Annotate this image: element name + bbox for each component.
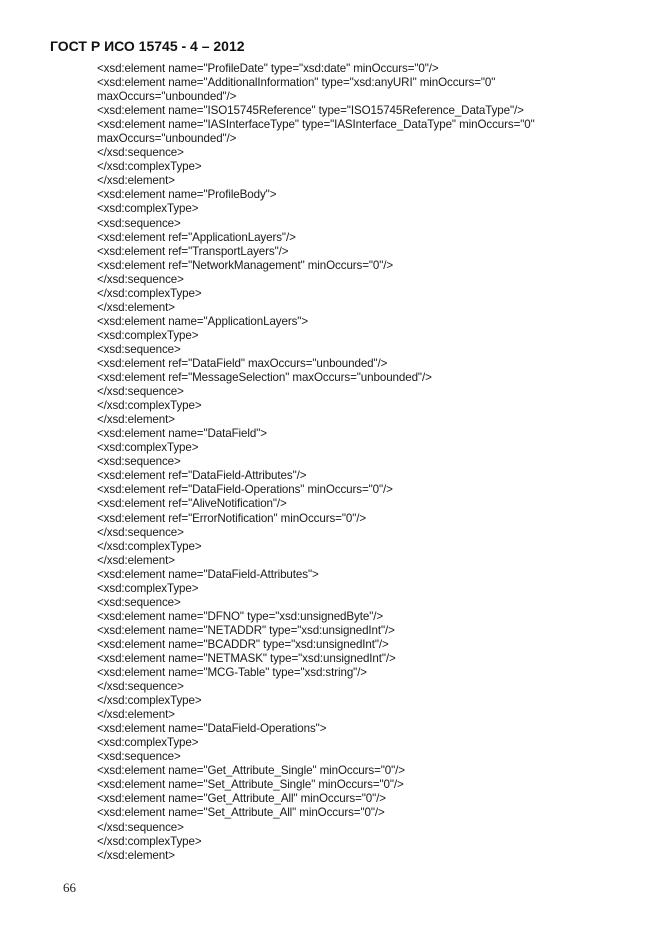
page-number: 66	[63, 880, 76, 895]
code-line: </xsd:sequence>	[97, 385, 184, 399]
code-line: <xsd:sequence>	[97, 342, 181, 356]
code-line: </xsd:complexType>	[97, 286, 202, 300]
code-line: maxOccurs="unbounded"/>	[97, 132, 237, 146]
code-line: <xsd:element ref="MessageSelection" maxOccurs="unbounded"/>	[97, 371, 432, 385]
code-line: <xsd:sequence>	[97, 216, 181, 230]
code-line: <xsd:element ref="DataField-Attributes"/>	[97, 469, 307, 483]
code-line: </xsd:element>	[97, 848, 175, 862]
code-line: <xsd:element ref="NetworkManagement" minOccurs="0"/>	[97, 258, 394, 272]
code-line: </xsd:element>	[97, 553, 175, 567]
code-line: </xsd:sequence>	[97, 525, 184, 539]
code-line: </xsd:sequence>	[97, 146, 184, 160]
code-line: <xsd:element name="ProfileDate" type="xsd:date" minOccurs="0"/>	[97, 62, 439, 75]
code-line: </xsd:element>	[97, 174, 175, 188]
code-line: <xsd:complexType>	[97, 581, 199, 595]
code-line: <xsd:element name="Set_Attribute_Single" minOccurs="0"/>	[97, 778, 404, 792]
code-line: <xsd:sequence>	[97, 595, 181, 609]
code-line: </xsd:complexType>	[97, 834, 202, 848]
xsd-code-listing	[97, 62, 535, 863]
code-line: <xsd:sequence>	[97, 750, 181, 764]
code-line: <xsd:element name="MCG-Table" type="xsd:string"/>	[97, 666, 367, 680]
code-line: <xsd:complexType>	[97, 328, 199, 342]
code-line: </xsd:complexType>	[97, 539, 202, 553]
code-line: <xsd:complexType>	[97, 736, 199, 750]
code-line: </xsd:sequence>	[97, 820, 184, 834]
code-line: </xsd:element>	[97, 300, 175, 314]
code-line: </xsd:sequence>	[97, 272, 184, 286]
code-line: <xsd:element name="Get_Attribute_Single" minOccurs="0"/>	[97, 764, 405, 778]
code-line: </xsd:complexType>	[97, 160, 202, 174]
code-line: <xsd:element name="NETADDR" type="xsd:unsignedInt"/>	[97, 623, 395, 637]
code-line: <xsd:element name="DataField">	[97, 427, 267, 441]
code-line: <xsd:element ref="AliveNotification"/>	[97, 497, 287, 511]
code-line: </xsd:sequence>	[97, 680, 184, 694]
code-line: <xsd:element name="NETMASK" type="xsd:unsignedInt"/>	[97, 651, 396, 665]
code-line: <xsd:element ref="TransportLayers"/>	[97, 244, 289, 258]
code-line: maxOccurs="unbounded"/>	[97, 90, 237, 104]
code-line: <xsd:element name="Get_Attribute_All" minOccurs="0"/>	[97, 792, 386, 806]
code-line: </xsd:complexType>	[97, 399, 202, 413]
code-line: <xsd:element ref="DataField" maxOccurs="unbounded"/>	[97, 356, 388, 370]
code-line: <xsd:element name="AdditionalInformation" type="xsd:anyURI" minOccurs="0"	[97, 76, 496, 90]
code-line: <xsd:element name="Set_Attribute_All" minOccurs="0"/>	[97, 806, 385, 820]
code-line: <xsd:element ref="ApplicationLayers"/>	[97, 230, 296, 244]
code-line: <xsd:sequence>	[97, 455, 181, 469]
code-line: <xsd:element name="ProfileBody">	[97, 188, 277, 202]
code-line: <xsd:element name="BCADDR" type="xsd:unsignedInt"/>	[97, 637, 389, 651]
code-line: <xsd:element name="DataField-Operations">	[97, 722, 327, 736]
code-line: </xsd:complexType>	[97, 694, 202, 708]
code-line: </xsd:element>	[97, 413, 175, 427]
code-line: <xsd:complexType>	[97, 441, 199, 455]
code-line: <xsd:element ref="DataField-Operations" minOccurs="0"/>	[97, 483, 393, 497]
code-line: <xsd:element name="IASInterfaceType" type="IASInterface_DataType" minOccurs="0"	[97, 118, 535, 132]
code-line: <xsd:element name="DataField-Attributes">	[97, 567, 319, 581]
code-line: <xsd:element ref="ErrorNotification" minOccurs="0"/>	[97, 511, 367, 525]
code-line: </xsd:element>	[97, 708, 175, 722]
code-line: <xsd:element name="ISO15745Reference" type="ISO15745Reference_DataType"/>	[97, 104, 524, 118]
document-header: ГОСТ Р ИСО 15745 - 4 – 2012	[50, 38, 245, 54]
code-line: <xsd:complexType>	[97, 202, 199, 216]
code-line: <xsd:element name="ApplicationLayers">	[97, 314, 308, 328]
code-line: <xsd:element name="DFNO" type="xsd:unsignedByte"/>	[97, 609, 383, 623]
